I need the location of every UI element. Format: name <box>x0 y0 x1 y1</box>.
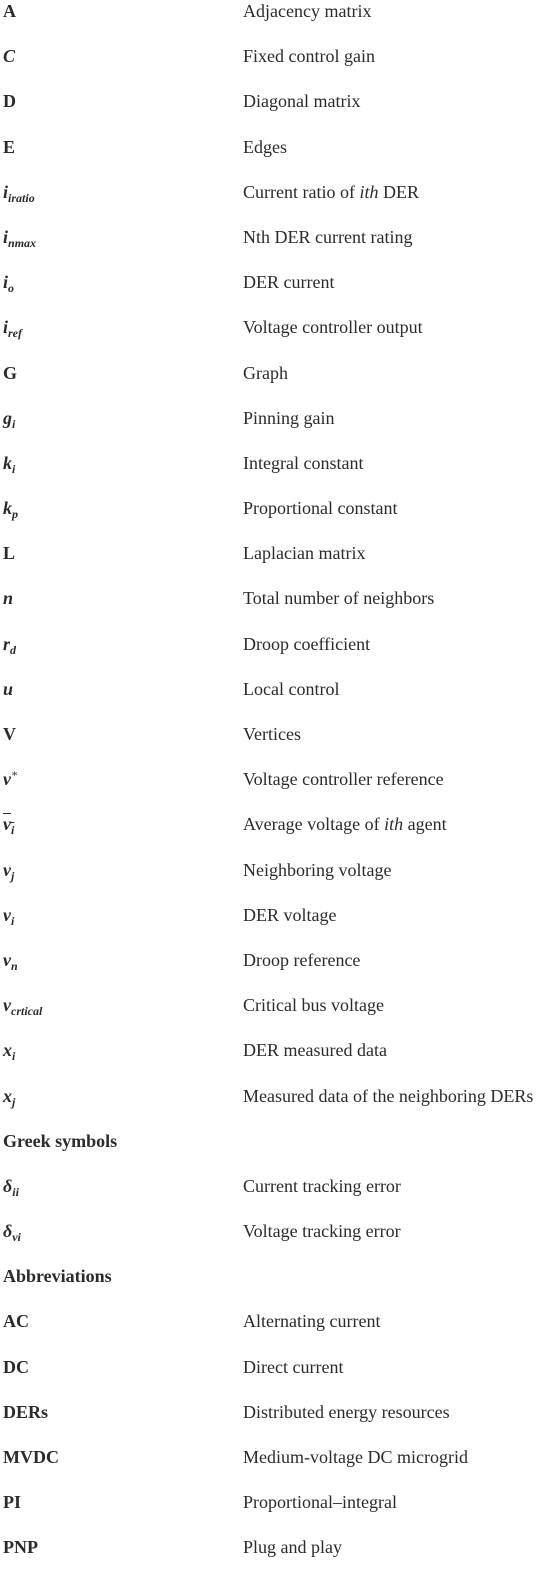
row-a <box>0 0 558 45</box>
row-k-i <box>0 452 558 497</box>
symbol <box>3 1175 19 1197</box>
row-pnp <box>0 1536 558 1581</box>
symbol-subscript: i <box>12 1049 16 1064</box>
description-text: Current ratio of <box>243 181 360 202</box>
greek-symbols-heading-row <box>0 1130 558 1175</box>
symbol-base: k <box>3 498 12 519</box>
symbol-subscript: j <box>11 868 15 883</box>
row-i-nmax <box>0 226 558 271</box>
description: Voltage tracking error <box>243 1221 401 1242</box>
row-ders <box>0 1401 558 1446</box>
description-italic: ith <box>384 814 404 835</box>
symbol-base: v <box>3 995 11 1016</box>
row-pi <box>0 1491 558 1536</box>
description: Plug and play <box>243 1537 342 1558</box>
description: Adjacency matrix <box>243 1 372 21</box>
symbol-subscript: ii <box>12 1184 19 1199</box>
symbol-base: v <box>3 814 11 835</box>
symbol-subscript: crtical <box>11 1004 43 1019</box>
description: Laplacian matrix <box>243 543 366 564</box>
symbol-subscript: n <box>11 958 18 973</box>
symbol <box>3 904 14 926</box>
row-n <box>0 587 558 632</box>
row-g <box>0 362 558 407</box>
symbol-base: v <box>3 769 11 790</box>
symbol-subscript: d <box>10 642 17 657</box>
row-ac <box>0 1310 558 1355</box>
abbreviation: AC <box>3 1311 29 1332</box>
abbreviation: PI <box>3 1492 21 1513</box>
description: Integral constant <box>243 452 364 473</box>
symbol-base: δ <box>3 1221 13 1242</box>
row-e <box>0 136 558 181</box>
description: Proportional constant <box>243 498 398 519</box>
symbol <box>3 859 14 881</box>
description: Droop coefficient <box>243 633 371 654</box>
description <box>243 181 419 203</box>
symbol <box>3 181 35 203</box>
description-text: agent <box>403 814 447 835</box>
description: Vertices <box>243 724 301 744</box>
description-text: Average voltage of <box>243 814 385 835</box>
row-x-i <box>0 1039 558 1084</box>
section-heading: Abbreviations <box>3 1266 112 1287</box>
symbol <box>3 949 18 971</box>
symbol <box>3 1085 15 1107</box>
description: Proportional–integral <box>243 1492 397 1513</box>
symbol-base: i <box>3 272 9 293</box>
symbol-base: x <box>3 1085 12 1106</box>
symbol-base: i <box>3 181 9 202</box>
abbreviation: MVDC <box>3 1447 59 1467</box>
description: Droop reference <box>243 949 361 970</box>
description <box>243 813 447 835</box>
description: Pinning gain <box>243 407 335 428</box>
symbol-subscript: i <box>11 823 15 838</box>
symbol: D <box>3 91 16 112</box>
description: Measured data of the neighboring DERs <box>243 1085 534 1106</box>
row-v-n <box>0 949 558 994</box>
symbol: L <box>3 543 16 564</box>
description: Fixed control gain <box>243 46 375 67</box>
row-delta-ii <box>0 1175 558 1220</box>
description: Voltage controller output <box>243 317 423 338</box>
row-k-p <box>0 497 558 542</box>
row-i-ref <box>0 316 558 361</box>
symbol <box>3 1220 21 1245</box>
description-italic: ith <box>359 181 379 202</box>
row-delta-vi <box>0 1220 558 1265</box>
symbol-base: x <box>3 1040 12 1061</box>
symbol <box>3 813 15 838</box>
row-v-crtical <box>0 994 558 1039</box>
symbol-base: i <box>3 226 9 247</box>
symbol-subscript: j <box>12 1094 16 1109</box>
description: Graph <box>243 362 288 383</box>
symbol-subscript: ref <box>8 326 23 341</box>
description: Current tracking error <box>243 1175 401 1196</box>
symbol-base: k <box>3 452 12 473</box>
symbol-base: r <box>3 633 11 654</box>
description: Total number of neighbors <box>243 588 435 609</box>
symbol-base: i <box>3 317 9 338</box>
symbol-base: δ <box>3 1175 13 1196</box>
row-mvdc <box>0 1446 558 1491</box>
symbol <box>3 768 17 790</box>
symbol-subscript: o <box>8 281 15 296</box>
symbol-base: v <box>3 859 11 880</box>
description: Local control <box>243 678 340 699</box>
description: Direct current <box>243 1356 344 1377</box>
description: Distributed energy resources <box>243 1401 450 1422</box>
abbreviations-heading-row <box>0 1265 558 1310</box>
symbol: u <box>3 678 14 699</box>
row-x-j <box>0 1085 558 1130</box>
row-l <box>0 542 558 587</box>
description: Voltage controller reference <box>243 769 444 790</box>
description: Diagonal matrix <box>243 91 361 112</box>
row-v-j <box>0 859 558 904</box>
symbol-subscript: nmax <box>8 235 37 250</box>
row-c <box>0 45 558 90</box>
symbol-subscript: p <box>12 507 18 522</box>
symbol <box>3 497 18 522</box>
symbol: E <box>3 136 16 157</box>
symbol: n <box>3 588 14 609</box>
symbol-subscript: vi <box>12 1230 21 1245</box>
abbreviation: PNP <box>3 1537 38 1558</box>
symbol <box>3 452 15 474</box>
symbol <box>3 994 43 1019</box>
description: Critical bus voltage <box>243 995 384 1016</box>
symbol <box>3 633 16 655</box>
description: Edges <box>243 136 287 157</box>
description: Alternating current <box>243 1311 381 1332</box>
description: DER voltage <box>243 904 337 925</box>
symbol <box>3 407 15 429</box>
symbol <box>3 1039 16 1064</box>
symbol <box>3 226 36 248</box>
row-v-bar-i <box>0 813 558 858</box>
section-heading: Greek symbols <box>3 1130 118 1151</box>
description-text: DER <box>378 181 419 202</box>
symbol: A <box>3 1 16 21</box>
abbreviation: DERs <box>3 1401 49 1422</box>
symbol <box>3 271 15 296</box>
row-g-i <box>0 407 558 452</box>
abbreviation: DC <box>3 1356 29 1377</box>
symbol <box>3 316 23 341</box>
description: Neighboring voltage <box>243 859 392 880</box>
description: Nth DER current rating <box>243 226 413 247</box>
description: DER measured data <box>243 1040 387 1061</box>
row-v-star <box>0 768 558 813</box>
description: DER current <box>243 272 335 293</box>
symbol-subscript: i <box>12 416 16 431</box>
row-v-vertices <box>0 723 558 768</box>
symbol-base: g <box>3 407 12 428</box>
row-i-iratio <box>0 181 558 226</box>
row-d <box>0 90 558 135</box>
symbol-subscript: iratio <box>8 190 35 205</box>
row-u <box>0 678 558 723</box>
row-dc <box>0 1356 558 1401</box>
row-i-o <box>0 271 558 316</box>
symbol-base: v <box>3 904 11 925</box>
symbol-subscript: i <box>11 913 15 928</box>
symbol-overlined <box>3 814 15 838</box>
description: Medium-voltage DC microgrid <box>243 1447 468 1467</box>
symbol: G <box>3 362 18 383</box>
row-r-d <box>0 633 558 678</box>
symbol-superscript: * <box>11 768 17 783</box>
symbol: V <box>3 724 16 744</box>
row-v-i <box>0 904 558 949</box>
symbol: C <box>3 46 16 67</box>
symbol-subscript: i <box>12 461 16 476</box>
symbol-base: v <box>3 949 11 970</box>
